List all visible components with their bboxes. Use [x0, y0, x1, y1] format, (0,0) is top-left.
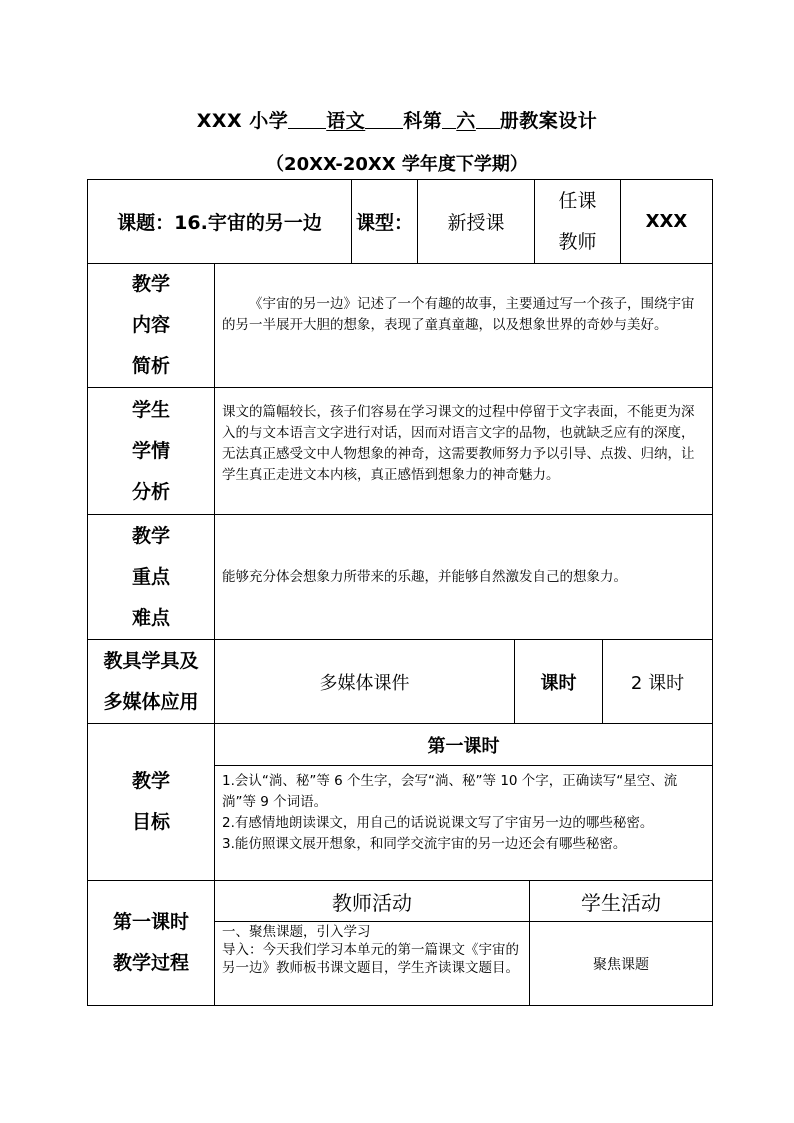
lesson-type-label-cell [352, 180, 418, 264]
content-label-cell [88, 264, 215, 388]
teacher-activity-cell [215, 922, 530, 1005]
student-activity-text: 聚焦课题 [593, 956, 649, 973]
goals-list-cell [215, 766, 712, 881]
title-blank [442, 110, 456, 129]
teacher-activity-heading: 教师活动 [332, 890, 412, 915]
title-blank [365, 110, 403, 129]
tools-label-cell [88, 640, 215, 724]
content-label-2: 内容 [131, 314, 170, 336]
lesson-type-value: 新授课 [447, 212, 505, 234]
analysis-text: 课文的篇幅较长，孩子们容易在学习课文的过程中停留于文字表面，不能更为深入的与文本语言文字进行对话，因而对语言文字的品物，也就缺乏应有的深度，无法真正感受文中人物想象的神奇，这需要教师努力予以引导、点拨、归纳，让学生真正走进文本内核，真正感悟到想象力的神奇魅力。 [222, 404, 695, 483]
student-activity-cell [530, 922, 712, 1005]
hours-value-cell [603, 640, 712, 724]
subject-name: 语文 [326, 110, 366, 132]
tools-label-1: 教具学具及 [103, 649, 199, 672]
analysis-label-2: 学情 [131, 439, 170, 462]
hours-value: 2 课时 [630, 672, 685, 694]
tools-value: 多媒体课件 [319, 672, 410, 694]
goals-heading-cell [215, 724, 712, 766]
student-activity-heading: 学生活动 [581, 890, 661, 915]
analysis-text-cell [215, 388, 712, 515]
keypoints-text-cell [215, 515, 712, 640]
lesson-plan-table [87, 179, 713, 1006]
teacher-name-cell [621, 180, 712, 264]
lesson-title-cell [88, 180, 352, 264]
goal-item: 1.会认“淌、秘”等 6 个生字，会写“淌、秘”等 10 个字，正确读写“星空、流淌”等 9 个词语。 [222, 773, 678, 810]
school-term: （20XX-20XX 学年度下学期） [266, 154, 528, 175]
volume-number: 六 [456, 110, 476, 132]
teacher-label-line1: 任课 [558, 189, 597, 212]
student-activity-heading-cell [530, 881, 712, 922]
subject-suffix: 科第 [403, 110, 443, 132]
goals-label-2: 目标 [131, 811, 170, 833]
content-label-3: 简析 [131, 355, 170, 377]
goal-item: 3.能仿照课文展开想象，和同学交流宇宙的另一边还会有哪些秘密。 [222, 836, 627, 852]
keypoints-label-cell [88, 515, 215, 640]
process-label-2: 教学过程 [112, 952, 189, 974]
keypoints-label-2: 重点 [131, 565, 170, 588]
keypoints-label-3: 难点 [131, 606, 170, 629]
tools-label-2: 多媒体应用 [103, 690, 199, 713]
title-blank [288, 110, 326, 129]
keypoints-text: 能够充分体会想象力所带来的乐趣，并能够自然激发自己的想象力。 [222, 568, 627, 585]
content-label-1: 教学 [131, 273, 170, 295]
teacher-activity-line: 一、聚焦课题，引入学习 [222, 924, 371, 940]
content-text-cell [215, 264, 712, 388]
teacher-label-cell [535, 180, 621, 264]
goals-label-cell [88, 724, 215, 881]
analysis-label-3: 分析 [131, 480, 170, 503]
title-blank [476, 110, 500, 129]
teacher-label-line2: 教师 [558, 230, 597, 253]
process-label-cell [88, 881, 215, 1005]
keypoints-label-1: 教学 [131, 524, 170, 547]
analysis-label-cell [88, 388, 215, 515]
lesson-type-cell [418, 180, 535, 264]
hours-label: 课时 [540, 672, 577, 694]
goal-item: 2.有感情地朗读课文，用自己的话说说课文写了宇宙另一边的哪些秘密。 [222, 815, 654, 831]
school-name: XXX 小学 [196, 110, 289, 132]
document-title [0, 106, 794, 133]
process-label-1: 第一课时 [112, 911, 189, 933]
teacher-activity-heading-cell [215, 881, 530, 922]
lesson-type-label: 课型： [355, 212, 413, 234]
volume-suffix: 册教案设计 [499, 110, 598, 132]
teacher-name: XXX [645, 211, 688, 232]
analysis-label-1: 学生 [131, 398, 170, 421]
lesson-title: 课题：16.宇宙的另一边 [117, 212, 322, 234]
teacher-activity-line: 导入：今天我们学习本单元的第一篇课文《宇宙的另一边》教师板书课文题目，学生齐读课文题目。 [222, 942, 519, 976]
goals-heading: 第一课时 [427, 735, 500, 757]
content-text: 《宇宙的另一边》记述了一个有趣的故事，主要通过写一个孩子，围绕宇宙的另一半展开大胆的想象，表现了童真童趣，以及想象世界的奇妙与美好。 [222, 295, 695, 333]
hours-label-cell [515, 640, 603, 724]
tools-value-cell [215, 640, 515, 724]
goals-label-1: 教学 [131, 770, 170, 792]
